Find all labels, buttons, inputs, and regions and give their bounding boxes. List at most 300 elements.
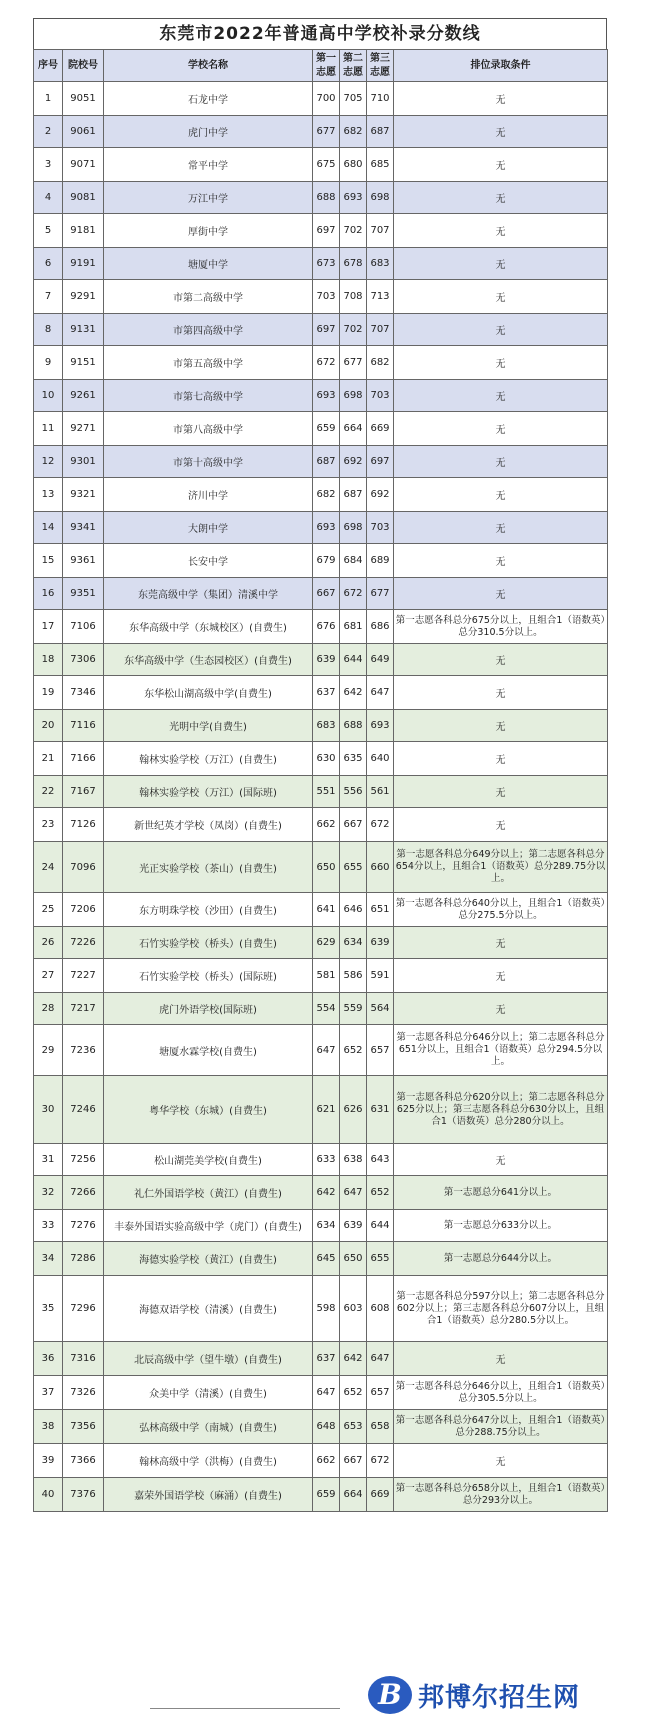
cell-condition: 无 (394, 959, 608, 993)
cell-choice2: 672 (340, 578, 367, 610)
cell-choice1: 621 (313, 1076, 340, 1144)
cell-choice1: 637 (313, 676, 340, 710)
header-code: 院校号 (63, 50, 104, 82)
cell-choice2: 626 (340, 1076, 367, 1144)
table-row (34, 1410, 608, 1444)
cell-code: 7226 (63, 927, 104, 959)
table-row (34, 578, 608, 610)
table-row (34, 676, 608, 710)
cell-seq: 31 (34, 1144, 63, 1176)
table-row (34, 346, 608, 380)
cell-seq: 32 (34, 1176, 63, 1210)
cell-code: 7286 (63, 1242, 104, 1276)
cell-condition: 第一志愿各科总分647分以上，且组合1（语数英）总分288.75分以上。 (394, 1410, 608, 1444)
cell-choice3: 687 (367, 116, 394, 148)
table-row (34, 927, 608, 959)
cell-condition: 第一志愿总分633分以上。 (394, 1210, 608, 1242)
cell-choice2: 635 (340, 742, 367, 776)
cell-school: 厚街中学 (104, 214, 313, 248)
cell-choice2: 652 (340, 1376, 367, 1410)
cell-choice3: 707 (367, 214, 394, 248)
cell-choice3: 689 (367, 544, 394, 578)
table-row (34, 182, 608, 214)
cell-choice1: 645 (313, 1242, 340, 1276)
cell-choice2: 678 (340, 248, 367, 280)
cell-code: 9061 (63, 116, 104, 148)
cell-condition: 第一志愿各科总分620分以上；第二志愿各科总分625分以上；第三志愿各科总分630分以上，且组合1（语数英）总分280分以上。 (394, 1076, 608, 1144)
cell-choice2: 559 (340, 993, 367, 1025)
cell-choice1: 673 (313, 248, 340, 280)
cell-code: 7106 (63, 610, 104, 644)
cell-choice3: 649 (367, 644, 394, 676)
cell-choice2: 642 (340, 1342, 367, 1376)
cell-choice1: 659 (313, 412, 340, 446)
cell-condition: 无 (394, 512, 608, 544)
cell-seq: 4 (34, 182, 63, 214)
cell-school: 东华高级中学（生态园校区）(自费生) (104, 644, 313, 676)
cell-choice1: 642 (313, 1176, 340, 1210)
cell-condition: 无 (394, 478, 608, 512)
cell-choice1: 693 (313, 380, 340, 412)
cell-condition: 无 (394, 644, 608, 676)
cell-condition: 无 (394, 346, 608, 380)
cell-choice3: 631 (367, 1076, 394, 1144)
cell-condition: 无 (394, 82, 608, 116)
table-row (34, 1242, 608, 1276)
cell-condition: 无 (394, 1444, 608, 1478)
cell-choice1: 637 (313, 1342, 340, 1376)
cell-condition: 无 (394, 1342, 608, 1376)
cell-seq: 11 (34, 412, 63, 446)
cell-choice2: 647 (340, 1176, 367, 1210)
cell-condition: 无 (394, 116, 608, 148)
cell-seq: 9 (34, 346, 63, 380)
table-row (34, 248, 608, 280)
cell-school: 大朗中学 (104, 512, 313, 544)
cell-code: 9191 (63, 248, 104, 280)
cell-seq: 19 (34, 676, 63, 710)
cell-choice3: 682 (367, 346, 394, 380)
cell-code: 9271 (63, 412, 104, 446)
cell-code: 9321 (63, 478, 104, 512)
table-row (34, 742, 608, 776)
cell-code: 7126 (63, 808, 104, 842)
cell-code: 9361 (63, 544, 104, 578)
cell-choice3: 608 (367, 1276, 394, 1342)
cell-choice3: 564 (367, 993, 394, 1025)
cell-choice3: 644 (367, 1210, 394, 1242)
cell-code: 7296 (63, 1276, 104, 1342)
cell-choice2: 556 (340, 776, 367, 808)
cell-choice3: 655 (367, 1242, 394, 1276)
cell-code: 7366 (63, 1444, 104, 1478)
cell-condition: 无 (394, 380, 608, 412)
header-choice3: 第三志愿 (367, 50, 394, 82)
table-row (34, 893, 608, 927)
cell-choice2: 708 (340, 280, 367, 314)
cell-choice3: 657 (367, 1376, 394, 1410)
cell-seq: 12 (34, 446, 63, 478)
cell-choice3: 591 (367, 959, 394, 993)
cell-condition: 无 (394, 993, 608, 1025)
cell-choice1: 630 (313, 742, 340, 776)
cell-school: 粤华学校（东城）(自费生) (104, 1076, 313, 1144)
cell-choice2: 692 (340, 446, 367, 478)
cell-choice1: 634 (313, 1210, 340, 1242)
cell-seq: 17 (34, 610, 63, 644)
cell-choice3: 672 (367, 1444, 394, 1478)
cell-seq: 34 (34, 1242, 63, 1276)
cell-school: 东莞高级中学（集团）清溪中学 (104, 578, 313, 610)
cell-seq: 6 (34, 248, 63, 280)
cell-seq: 18 (34, 644, 63, 676)
cell-school: 石竹实验学校（桥头）(国际班) (104, 959, 313, 993)
cell-school: 常平中学 (104, 148, 313, 182)
cell-condition: 无 (394, 412, 608, 446)
cell-choice2: 677 (340, 346, 367, 380)
cell-code: 9301 (63, 446, 104, 478)
cell-school: 光明中学(自费生) (104, 710, 313, 742)
cell-seq: 7 (34, 280, 63, 314)
cell-choice3: 658 (367, 1410, 394, 1444)
cell-seq: 24 (34, 842, 63, 893)
cell-seq: 40 (34, 1478, 63, 1512)
cell-seq: 10 (34, 380, 63, 412)
footer-divider (150, 1708, 340, 1709)
cell-condition: 第一志愿总分641分以上。 (394, 1176, 608, 1210)
cell-choice3: 660 (367, 842, 394, 893)
cell-choice1: 683 (313, 710, 340, 742)
table-row (34, 1478, 608, 1512)
cell-choice2: 681 (340, 610, 367, 644)
cell-choice1: 697 (313, 314, 340, 346)
cell-choice3: 643 (367, 1144, 394, 1176)
cell-choice1: 554 (313, 993, 340, 1025)
cell-choice1: 700 (313, 82, 340, 116)
table-row (34, 544, 608, 578)
cell-choice1: 679 (313, 544, 340, 578)
cell-choice3: 707 (367, 314, 394, 346)
cell-choice3: 698 (367, 182, 394, 214)
cell-school: 塘厦中学 (104, 248, 313, 280)
cell-choice2: 698 (340, 380, 367, 412)
cell-seq: 15 (34, 544, 63, 578)
cell-school: 石龙中学 (104, 82, 313, 116)
table-row (34, 214, 608, 248)
cell-choice2: 603 (340, 1276, 367, 1342)
cell-choice3: 710 (367, 82, 394, 116)
cell-choice2: 655 (340, 842, 367, 893)
cell-code: 9261 (63, 380, 104, 412)
cell-school: 市第二高级中学 (104, 280, 313, 314)
cell-school: 万江中学 (104, 182, 313, 214)
cell-seq: 27 (34, 959, 63, 993)
cell-choice2: 687 (340, 478, 367, 512)
table-row (34, 82, 608, 116)
cell-code: 9291 (63, 280, 104, 314)
cell-code: 9071 (63, 148, 104, 182)
cell-code: 7166 (63, 742, 104, 776)
cell-seq: 37 (34, 1376, 63, 1410)
cell-school: 东方明珠学校（沙田）(自费生) (104, 893, 313, 927)
table-row (34, 116, 608, 148)
cell-choice2: 642 (340, 676, 367, 710)
table-row (34, 776, 608, 808)
cell-choice1: 662 (313, 1444, 340, 1478)
cell-school: 光正实验学校（茶山）(自费生) (104, 842, 313, 893)
table-row (34, 148, 608, 182)
cell-seq: 33 (34, 1210, 63, 1242)
cell-code: 7236 (63, 1025, 104, 1076)
cell-seq: 5 (34, 214, 63, 248)
header-choice2: 第二志愿 (340, 50, 367, 82)
cell-seq: 36 (34, 1342, 63, 1376)
cell-condition: 无 (394, 808, 608, 842)
cell-choice1: 648 (313, 1410, 340, 1444)
cell-code: 7246 (63, 1076, 104, 1144)
cell-school: 海德双语学校（清溪）(自费生) (104, 1276, 313, 1342)
header-seq: 序号 (34, 50, 63, 82)
header-choice1: 第一志愿 (313, 50, 340, 82)
cell-condition: 无 (394, 248, 608, 280)
cell-seq: 22 (34, 776, 63, 808)
cell-choice3: 640 (367, 742, 394, 776)
cell-choice2: 664 (340, 412, 367, 446)
cell-seq: 1 (34, 82, 63, 116)
table-row (34, 1444, 608, 1478)
cell-choice2: 664 (340, 1478, 367, 1512)
cell-code: 7266 (63, 1176, 104, 1210)
table-title: 东莞市2022年普通高中学校补录分数线 (33, 18, 607, 49)
table-row (34, 710, 608, 742)
cell-choice3: 686 (367, 610, 394, 644)
cell-condition: 第一志愿各科总分640分以上，且组合1（语数英）总分275.5分以上。 (394, 893, 608, 927)
cell-choice1: 676 (313, 610, 340, 644)
cell-choice2: 693 (340, 182, 367, 214)
cell-seq: 21 (34, 742, 63, 776)
table-row (34, 1276, 608, 1342)
cell-seq: 8 (34, 314, 63, 346)
cell-condition: 无 (394, 280, 608, 314)
cell-choice2: 698 (340, 512, 367, 544)
cell-school: 市第五高级中学 (104, 346, 313, 380)
cell-seq: 20 (34, 710, 63, 742)
cell-school: 市第七高级中学 (104, 380, 313, 412)
cell-choice1: 682 (313, 478, 340, 512)
table-row (34, 512, 608, 544)
cell-condition: 无 (394, 446, 608, 478)
cell-choice1: 639 (313, 644, 340, 676)
cell-condition: 无 (394, 927, 608, 959)
cell-code: 7167 (63, 776, 104, 808)
cell-school: 翰林实验学校（万江）(国际班) (104, 776, 313, 808)
cell-condition: 第一志愿各科总分658分以上，且组合1（语数英）总分293分以上。 (394, 1478, 608, 1512)
header-condition: 排位录取条件 (394, 50, 608, 82)
cell-choice3: 669 (367, 412, 394, 446)
cell-condition: 无 (394, 1144, 608, 1176)
table-row (34, 1210, 608, 1242)
cell-choice2: 682 (340, 116, 367, 148)
cell-code: 9181 (63, 214, 104, 248)
cell-code: 7206 (63, 893, 104, 927)
cell-choice1: 647 (313, 1025, 340, 1076)
cell-code: 7096 (63, 842, 104, 893)
cell-seq: 29 (34, 1025, 63, 1076)
score-table (33, 49, 608, 1512)
cell-choice1: 697 (313, 214, 340, 248)
cell-choice3: 697 (367, 446, 394, 478)
table-body (34, 82, 608, 1512)
cell-condition: 无 (394, 214, 608, 248)
cell-choice2: 650 (340, 1242, 367, 1276)
table-row (34, 610, 608, 644)
cell-condition: 第一志愿各科总分675分以上，且组合1（语数英）总分310.5分以上。 (394, 610, 608, 644)
cell-school: 塘厦水霖学校(自费生) (104, 1025, 313, 1076)
cell-choice1: 581 (313, 959, 340, 993)
table-row (34, 1144, 608, 1176)
header-row (34, 50, 608, 82)
cell-choice3: 713 (367, 280, 394, 314)
table-row (34, 446, 608, 478)
table-row (34, 1176, 608, 1210)
cell-condition: 第一志愿各科总分649分以上；第二志愿各科总分654分以上，且组合1（语数英）总分289.75分以上。 (394, 842, 608, 893)
cell-school: 翰林实验学校（万江）(自费生) (104, 742, 313, 776)
cell-choice2: 680 (340, 148, 367, 182)
cell-choice1: 672 (313, 346, 340, 380)
cell-choice3: 683 (367, 248, 394, 280)
cell-school: 丰泰外国语实验高级中学（虎门）(自费生) (104, 1210, 313, 1242)
cell-condition: 无 (394, 148, 608, 182)
cell-choice1: 693 (313, 512, 340, 544)
cell-choice1: 703 (313, 280, 340, 314)
cell-choice2: 646 (340, 893, 367, 927)
cell-school: 东华高级中学（东城校区）(自费生) (104, 610, 313, 644)
header-school: 学校名称 (104, 50, 313, 82)
cell-code: 7356 (63, 1410, 104, 1444)
cell-choice3: 672 (367, 808, 394, 842)
cell-seq: 28 (34, 993, 63, 1025)
cell-code: 7217 (63, 993, 104, 1025)
cell-seq: 35 (34, 1276, 63, 1342)
cell-choice1: 675 (313, 148, 340, 182)
cell-condition: 第一志愿各科总分646分以上；第二志愿各科总分651分以上，且组合1（语数英）总分294.5分以上。 (394, 1025, 608, 1076)
cell-choice3: 657 (367, 1025, 394, 1076)
cell-code: 9341 (63, 512, 104, 544)
cell-condition: 第一志愿各科总分597分以上；第二志愿各科总分602分以上；第三志愿各科总分607分以上，且组合1（语数英）总分280.5分以上。 (394, 1276, 608, 1342)
cell-code: 7376 (63, 1478, 104, 1512)
cell-school: 松山湖莞美学校(自费生) (104, 1144, 313, 1176)
cell-choice1: 650 (313, 842, 340, 893)
cell-code: 7227 (63, 959, 104, 993)
cell-choice2: 702 (340, 214, 367, 248)
cell-condition: 无 (394, 676, 608, 710)
cell-condition: 无 (394, 776, 608, 808)
cell-choice2: 639 (340, 1210, 367, 1242)
table-row (34, 314, 608, 346)
cell-school: 新世纪英才学校（凤岗）(自费生) (104, 808, 313, 842)
cell-choice2: 705 (340, 82, 367, 116)
cell-choice1: 598 (313, 1276, 340, 1342)
cell-seq: 14 (34, 512, 63, 544)
cell-choice1: 633 (313, 1144, 340, 1176)
cell-code: 9351 (63, 578, 104, 610)
cell-school: 众美中学（清溪）(自费生) (104, 1376, 313, 1410)
cell-code: 7116 (63, 710, 104, 742)
cell-school: 长安中学 (104, 544, 313, 578)
cell-condition: 无 (394, 314, 608, 346)
cell-choice1: 629 (313, 927, 340, 959)
cell-choice2: 667 (340, 808, 367, 842)
cell-choice3: 561 (367, 776, 394, 808)
cell-seq: 2 (34, 116, 63, 148)
table-row (34, 1342, 608, 1376)
cell-choice3: 703 (367, 512, 394, 544)
cell-school: 礼仁外国语学校（黄江）(自费生) (104, 1176, 313, 1210)
cell-code: 7256 (63, 1144, 104, 1176)
cell-school: 海德实验学校（黄江）(自费生) (104, 1242, 313, 1276)
table-row (34, 644, 608, 676)
cell-choice2: 652 (340, 1025, 367, 1076)
cell-choice3: 692 (367, 478, 394, 512)
cell-code: 7326 (63, 1376, 104, 1410)
cell-choice2: 667 (340, 1444, 367, 1478)
cell-condition: 无 (394, 544, 608, 578)
table-row (34, 478, 608, 512)
cell-seq: 26 (34, 927, 63, 959)
score-table-sheet (33, 18, 607, 1512)
cell-code: 9131 (63, 314, 104, 346)
cell-choice1: 551 (313, 776, 340, 808)
cell-choice3: 647 (367, 1342, 394, 1376)
watermark-logo (368, 1676, 580, 1714)
watermark-b-icon: B (368, 1676, 412, 1714)
cell-choice2: 586 (340, 959, 367, 993)
cell-seq: 16 (34, 578, 63, 610)
cell-seq: 30 (34, 1076, 63, 1144)
cell-seq: 38 (34, 1410, 63, 1444)
cell-choice3: 693 (367, 710, 394, 742)
cell-code: 9151 (63, 346, 104, 380)
cell-choice2: 638 (340, 1144, 367, 1176)
cell-choice3: 639 (367, 927, 394, 959)
cell-choice3: 677 (367, 578, 394, 610)
cell-school: 弘林高级中学（南城）(自费生) (104, 1410, 313, 1444)
cell-choice2: 644 (340, 644, 367, 676)
cell-seq: 25 (34, 893, 63, 927)
cell-condition: 无 (394, 182, 608, 214)
cell-school: 市第十高级中学 (104, 446, 313, 478)
cell-school: 东华松山湖高级中学(自费生) (104, 676, 313, 710)
cell-choice3: 703 (367, 380, 394, 412)
cell-school: 翰林高级中学（洪梅）(自费生) (104, 1444, 313, 1478)
table-row (34, 412, 608, 446)
cell-seq: 23 (34, 808, 63, 842)
cell-school: 虎门中学 (104, 116, 313, 148)
cell-choice1: 688 (313, 182, 340, 214)
cell-code: 7346 (63, 676, 104, 710)
cell-school: 市第四高级中学 (104, 314, 313, 346)
cell-choice3: 651 (367, 893, 394, 927)
cell-seq: 3 (34, 148, 63, 182)
cell-condition: 第一志愿各科总分646分以上，且组合1（语数英）总分305.5分以上。 (394, 1376, 608, 1410)
cell-choice1: 662 (313, 808, 340, 842)
table-row (34, 959, 608, 993)
cell-choice1: 677 (313, 116, 340, 148)
cell-choice2: 702 (340, 314, 367, 346)
cell-seq: 39 (34, 1444, 63, 1478)
table-row (34, 993, 608, 1025)
cell-school: 虎门外语学校(国际班) (104, 993, 313, 1025)
